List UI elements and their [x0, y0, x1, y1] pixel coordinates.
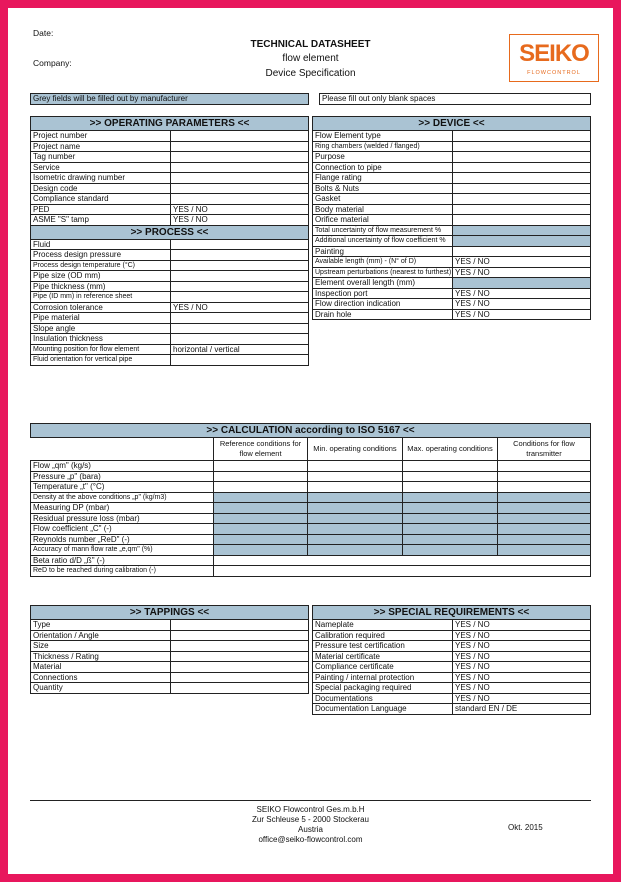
process-param-row [31, 323, 309, 334]
calc-value-field[interactable] [214, 566, 591, 577]
device-param-label: Drain hole [313, 309, 453, 320]
calc-label: Residual pressure loss (mbar) [31, 513, 214, 524]
special-req-value-field[interactable]: YES / NO [453, 620, 591, 631]
process-param-value-field[interactable] [171, 281, 309, 292]
operating-param-row [31, 152, 309, 163]
calc-value-field[interactable] [308, 534, 403, 545]
operating-param-label: Isometric drawing number [31, 173, 171, 184]
operating-param-value-field[interactable] [171, 173, 309, 184]
calc-value-field[interactable] [403, 513, 498, 524]
device-param-value-field[interactable] [453, 246, 591, 257]
device-param-row [313, 278, 591, 289]
device-param-label: Upstream perturbations (nearest to furthest) [313, 267, 453, 278]
device-param-label: Gasket [313, 194, 453, 205]
calc-label: Pressure „p" (bara) [31, 471, 214, 482]
calc-value-field[interactable] [214, 471, 308, 482]
calculation-table [30, 423, 591, 577]
calc-value-field[interactable] [308, 482, 403, 493]
footer-company: SEIKO Flowcontrol Ges.m.b.H [256, 805, 365, 814]
calculation-title: >> CALCULATION according to ISO 5167 << [31, 424, 591, 438]
tapping-param-row [31, 620, 309, 631]
company-label: Company: [33, 58, 72, 68]
calc-value-field[interactable] [214, 492, 308, 503]
device-param-value-field[interactable] [453, 183, 591, 194]
tapping-param-label: Type [31, 620, 171, 631]
calc-value-field[interactable] [498, 503, 591, 514]
special-req-value-field[interactable]: YES / NO [453, 683, 591, 694]
tapping-param-value-field[interactable] [171, 662, 309, 673]
operating-param-label: Project number [31, 131, 171, 142]
special-req-label: Calibration required [313, 630, 453, 641]
process-param-label: Mounting position for flow element [31, 344, 171, 355]
special-req-label: Special packaging required [313, 683, 453, 694]
process-param-value-field[interactable] [171, 292, 309, 303]
device-param-label: Bolts & Nuts [313, 183, 453, 194]
special-req-label: Documentation Language [313, 704, 453, 715]
device-param-label: Flow Element type [313, 131, 453, 142]
device-param-label: Available length (mm) - (N° of D) [313, 257, 453, 268]
process-title: >> PROCESS << [31, 225, 309, 239]
operating-param-row [31, 183, 309, 194]
operating-param-label: Design code [31, 183, 171, 194]
calc-value-field[interactable] [308, 545, 403, 556]
special-req-value-field[interactable]: YES / NO [453, 630, 591, 641]
operating-param-label: PED [31, 204, 171, 215]
calc-label: ReD to be reached during calibration (-) [31, 566, 214, 577]
device-param-row [313, 173, 591, 184]
special-req-value-field[interactable]: YES / NO [453, 693, 591, 704]
process-param-label: Pipe thickness (mm) [31, 281, 171, 292]
note-blank-spaces: Please fill out only blank spaces [320, 94, 591, 105]
process-param-label: Slope angle [31, 323, 171, 334]
device-param-value-field[interactable] [453, 194, 591, 205]
calc-value-field[interactable] [403, 492, 498, 503]
special-req-row [313, 693, 591, 704]
tapping-param-value-field[interactable] [171, 672, 309, 683]
device-param-label: Flange rating [313, 173, 453, 184]
footer-email: office@seiko-flowcontrol.com [258, 835, 363, 844]
calc-row [31, 534, 591, 545]
process-param-label: Insulation thickness [31, 334, 171, 345]
calc-value-field[interactable] [498, 461, 591, 472]
device-param-label: Total uncertainty of flow measurement % [313, 225, 453, 236]
special-req-value-field[interactable]: YES / NO [453, 641, 591, 652]
operating-param-value-field[interactable] [171, 152, 309, 163]
process-param-label: Pipe material [31, 313, 171, 324]
calc-column-header: Min. operating conditions [308, 438, 403, 461]
process-param-row [31, 292, 309, 303]
device-param-label: Orifice material [313, 215, 453, 226]
calc-row [31, 471, 591, 482]
calc-value-field[interactable] [498, 545, 591, 556]
operating-param-row [31, 162, 309, 173]
special-requirements-title: >> SPECIAL REQUIREMENTS << [313, 606, 591, 620]
tapping-param-value-field[interactable] [171, 683, 309, 694]
calc-value-field[interactable] [214, 503, 308, 514]
calc-value-field[interactable] [498, 482, 591, 493]
calc-row [31, 524, 591, 535]
operating-param-value-field[interactable]: YES / NO [171, 215, 309, 226]
calc-value-field[interactable] [308, 492, 403, 503]
device-param-row [313, 267, 591, 278]
process-param-row [31, 250, 309, 261]
device-param-label: Flow direction indication [313, 299, 453, 310]
calc-value-field[interactable] [214, 524, 308, 535]
process-param-label: Fluid [31, 239, 171, 250]
calc-row [31, 555, 591, 566]
operating-param-row [31, 173, 309, 184]
process-param-row [31, 281, 309, 292]
device-param-value-field[interactable]: YES / NO [453, 257, 591, 268]
process-param-value-field[interactable] [171, 260, 309, 271]
process-param-label: Process design temperature (°C) [31, 260, 171, 271]
process-param-value-field[interactable]: YES / NO [171, 302, 309, 313]
tapping-param-row [31, 672, 309, 683]
device-param-value-field[interactable]: YES / NO [453, 267, 591, 278]
tapping-param-row [31, 641, 309, 652]
tapping-param-value-field[interactable] [171, 630, 309, 641]
device-param-value-field[interactable] [453, 141, 591, 152]
calc-column-header: Conditions for flow transmitter [498, 438, 591, 461]
seiko-logo [509, 34, 599, 82]
process-param-label: Corrosion tolerance [31, 302, 171, 313]
calc-value-field[interactable] [403, 461, 498, 472]
device-param-value-field[interactable] [453, 215, 591, 226]
footer-address [208, 805, 413, 845]
special-req-row [313, 704, 591, 715]
device-param-row [313, 225, 591, 236]
tapping-param-row [31, 630, 309, 641]
process-param-row [31, 313, 309, 324]
operating-param-row [31, 204, 309, 215]
calc-label: Beta ratio d/D „ß" (-) [31, 555, 214, 566]
device-param-value-field[interactable]: YES / NO [453, 309, 591, 320]
operating-param-row [31, 141, 309, 152]
calc-value-field[interactable] [498, 513, 591, 524]
special-req-value-field[interactable]: YES / NO [453, 651, 591, 662]
date-label: Date: [33, 28, 54, 38]
calc-value-field[interactable] [498, 471, 591, 482]
tapping-param-row [31, 651, 309, 662]
operating-param-row [31, 131, 309, 142]
operating-parameters-title: >> OPERATING PARAMETERS << [31, 117, 309, 131]
calc-value-field[interactable] [498, 534, 591, 545]
operating-param-value-field[interactable] [171, 141, 309, 152]
calc-label: Density at the above conditions „p" (kg/m3) [31, 492, 214, 503]
device-param-row [313, 288, 591, 299]
special-req-label: Nameplate [313, 620, 453, 631]
process-param-value-field[interactable] [171, 355, 309, 366]
process-param-label: Process design pressure [31, 250, 171, 261]
process-param-row [31, 355, 309, 366]
calc-label: Flow „qm" (kg/s) [31, 461, 214, 472]
device-param-row [313, 162, 591, 173]
calc-label: Flow coefficient „C" (-) [31, 524, 214, 535]
process-param-row [31, 302, 309, 313]
device-param-row [313, 152, 591, 163]
device-param-row [313, 183, 591, 194]
footer-street: Zur Schleuse 5 - 2000 Stockerau [252, 815, 369, 824]
special-req-row [313, 651, 591, 662]
tappings-table [30, 605, 309, 694]
device-param-value-field[interactable] [453, 152, 591, 163]
tapping-param-value-field[interactable] [171, 641, 309, 652]
device-title: >> DEVICE << [313, 117, 591, 131]
calc-value-field[interactable] [308, 513, 403, 524]
tapping-param-value-field[interactable] [171, 620, 309, 631]
process-param-value-field[interactable] [171, 250, 309, 261]
footer-country: Austria [298, 825, 323, 834]
calc-value-field[interactable] [214, 461, 308, 472]
operating-param-label: Service [31, 162, 171, 173]
device-param-row [313, 257, 591, 268]
special-req-label: Painting / internal protection [313, 672, 453, 683]
operating-param-label: Compliance standard [31, 194, 171, 205]
operating-param-value-field[interactable] [171, 131, 309, 142]
device-param-value-field[interactable] [453, 131, 591, 142]
device-param-row [313, 236, 591, 247]
process-param-row [31, 260, 309, 271]
calc-label: Measuring DP (mbar) [31, 503, 214, 514]
device-param-label: Painting [313, 246, 453, 257]
calc-value-field[interactable] [403, 524, 498, 535]
calc-value-field[interactable] [403, 545, 498, 556]
device-param-label: Purpose [313, 152, 453, 163]
calc-value-field[interactable] [403, 534, 498, 545]
calc-value-field[interactable] [403, 482, 498, 493]
special-req-label: Pressure test certification [313, 641, 453, 652]
calc-column-header: Reference conditions for flow element [214, 438, 308, 461]
special-req-label: Compliance certificate [313, 662, 453, 673]
special-req-row [313, 683, 591, 694]
tapping-param-label: Orientation / Angle [31, 630, 171, 641]
operating-param-value-field[interactable]: YES / NO [171, 204, 309, 215]
calc-value-field[interactable] [214, 555, 591, 566]
device-param-row [313, 215, 591, 226]
operating-param-value-field[interactable] [171, 183, 309, 194]
device-param-value-field[interactable] [453, 236, 591, 247]
process-param-value-field[interactable] [171, 313, 309, 324]
device-param-row [313, 309, 591, 320]
calc-value-field[interactable] [214, 545, 308, 556]
note-grey-fields: Grey fields will be filled out by manufacturer [31, 94, 309, 105]
calc-value-field[interactable] [214, 513, 308, 524]
page-title: TECHNICAL DATASHEET [250, 39, 371, 50]
device-param-label: Element overall length (mm) [313, 278, 453, 289]
footer-divider [30, 800, 591, 801]
notes-row [30, 93, 591, 105]
device-param-value-field[interactable] [453, 162, 591, 173]
process-param-value-field[interactable]: horizontal / vertical [171, 344, 309, 355]
calc-value-field[interactable] [308, 461, 403, 472]
calc-row [31, 513, 591, 524]
device-param-value-field[interactable] [453, 173, 591, 184]
calc-row [31, 566, 591, 577]
special-req-row [313, 672, 591, 683]
device-param-label: Additional uncertainty of flow coefficient % [313, 236, 453, 247]
calc-row [31, 461, 591, 472]
device-param-row [313, 131, 591, 142]
process-param-label: Pipe size (OD mm) [31, 271, 171, 282]
calc-row [31, 482, 591, 493]
special-req-row [313, 641, 591, 652]
operating-param-label: ASME "S" tamp [31, 215, 171, 226]
tapping-param-label: Thickness / Rating [31, 651, 171, 662]
process-param-value-field[interactable] [171, 323, 309, 334]
calc-value-field[interactable] [308, 503, 403, 514]
device-param-value-field[interactable] [453, 204, 591, 215]
device-param-row [313, 299, 591, 310]
special-req-row [313, 662, 591, 673]
operating-parameters-table [30, 116, 309, 366]
device-param-value-field[interactable]: YES / NO [453, 299, 591, 310]
footer-date: Okt. 2015 [508, 823, 543, 832]
calc-label: Reynolds number „ReD" (-) [31, 534, 214, 545]
tapping-param-value-field[interactable] [171, 651, 309, 662]
tapping-param-row [31, 662, 309, 673]
special-req-label: Material certificate [313, 651, 453, 662]
special-requirements-table [312, 605, 591, 715]
device-param-value-field[interactable]: YES / NO [453, 288, 591, 299]
operating-param-value-field[interactable] [171, 194, 309, 205]
process-param-row [31, 271, 309, 282]
tapping-param-row [31, 683, 309, 694]
special-req-value-field[interactable]: standard EN / DE [453, 704, 591, 715]
datasheet-page [8, 8, 613, 874]
page-subtitle-1: flow element [282, 53, 339, 64]
special-req-row [313, 620, 591, 631]
calc-value-field[interactable] [498, 524, 591, 535]
process-param-label: Fluid orientation for vertical pipe [31, 355, 171, 366]
calc-column-header: Max. operating conditions [403, 438, 498, 461]
operating-param-value-field[interactable] [171, 162, 309, 173]
calc-label: Temperature „t" (°C) [31, 482, 214, 493]
special-req-row [313, 630, 591, 641]
calc-value-field[interactable] [308, 471, 403, 482]
tapping-param-label: Size [31, 641, 171, 652]
special-req-label: Documentations [313, 693, 453, 704]
calc-row [31, 503, 591, 514]
tapping-param-label: Connections [31, 672, 171, 683]
tapping-param-label: Material [31, 662, 171, 673]
device-param-label: Ring chambers (welded / flanged) [313, 141, 453, 152]
special-req-value-field[interactable]: YES / NO [453, 662, 591, 673]
calc-value-field[interactable] [403, 471, 498, 482]
calc-value-field[interactable] [214, 534, 308, 545]
process-param-row [31, 334, 309, 345]
device-param-value-field[interactable] [453, 225, 591, 236]
logo-text: SEIKO [519, 40, 589, 67]
calc-label: Accuracy of mann flow rate „e,qm" (%) [31, 545, 214, 556]
device-param-value-field[interactable] [453, 278, 591, 289]
process-param-row [31, 344, 309, 355]
calc-value-field[interactable] [308, 524, 403, 535]
device-param-row [313, 204, 591, 215]
device-param-label: Inspection port [313, 288, 453, 299]
process-param-value-field[interactable] [171, 334, 309, 345]
page-subtitle-2: Device Specification [265, 68, 356, 79]
operating-param-row [31, 215, 309, 226]
calc-value-field[interactable] [403, 503, 498, 514]
device-param-row [313, 246, 591, 257]
logo-subtext: FLOWCONTROL [527, 70, 581, 76]
operating-param-label: Tag number [31, 152, 171, 163]
operating-param-label: Project name [31, 141, 171, 152]
operating-param-row [31, 194, 309, 205]
tappings-title: >> TAPPINGS << [31, 606, 309, 620]
device-param-row [313, 194, 591, 205]
special-req-value-field[interactable]: YES / NO [453, 672, 591, 683]
device-param-label: Connection to pipe [313, 162, 453, 173]
process-param-value-field[interactable] [171, 271, 309, 282]
calc-value-field[interactable] [214, 482, 308, 493]
process-param-value-field[interactable] [171, 239, 309, 250]
device-table [312, 116, 591, 320]
tapping-param-label: Quantity [31, 683, 171, 694]
process-param-label: Pipe (ID mm) in reference sheet [31, 292, 171, 303]
device-param-label: Body material [313, 204, 453, 215]
calc-value-field[interactable] [498, 492, 591, 503]
device-param-row [313, 141, 591, 152]
calc-row [31, 492, 591, 503]
process-param-row [31, 239, 309, 250]
calc-row [31, 545, 591, 556]
